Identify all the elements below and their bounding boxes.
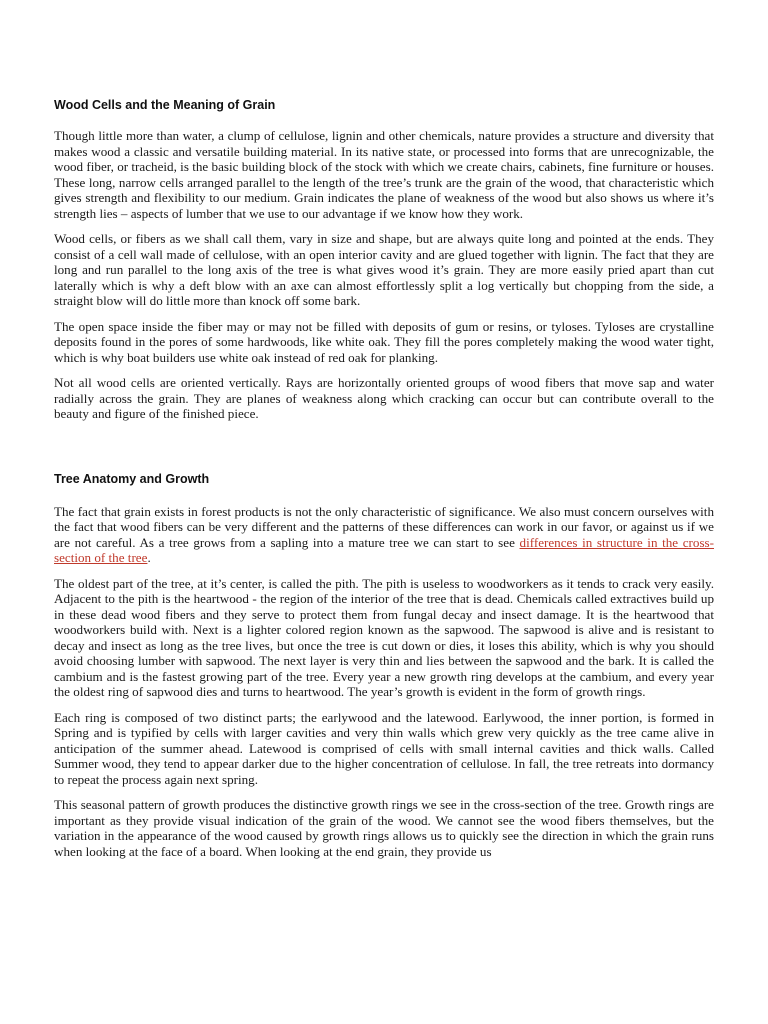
section-spacer [54, 432, 714, 472]
cross-section-link[interactable]: differences in structure in the cross-section of the tree [54, 534, 714, 565]
section-tree-anatomy [54, 472, 714, 860]
paragraph: Wood cells, or fibers as we shall call them, vary in size and shape, but are always quite long and pointed at the ends. They consist of a cell wall made of cellulose, with an open interior cavity and are glued together with lignin. The fact that they are long and run parallel to the long axis of the tree is what gives wood it’s grain. They are more easily pried apart than cut laterally which is why a deft blow with an axe can almost effortlessly split a log vertically but chopping from the side, a straight blow will do little more than knock off some bark. [54, 231, 714, 308]
paragraph: The oldest part of the tree, at it’s center, is called the pith. The pith is useless to woodworkers as it tends to crack very easily. Adjacent to the pith is the heartwood - the region of the interior of the tree that is dead. Chemicals called extractives build up in these dead wood fibers and they serve to protect them from fungal decay and insect damage. It is the heartwood that woodworkers build with. Next is a lighter colored region known as the sapwood. The sapwood is alive and is resistant to decay and insect as long as the tree lives, but once the tree is cut down or dies, it loses this ability, which is why you should avoid choosing lumber with sapwood. The next layer is very thin and lies between the sapwood and the bark. It is called the cambium and is the fastest growing part of the tree. Every year a new growth ring develops at the cambium, and every year the oldest ring of sapwood dies and turns to heartwood. The year’s growth is evident in the form of growth rings. [54, 575, 714, 699]
paragraph-text: The fact that grain exists in forest products is not the only characteristic of significance. We also must concern ourselves with the fact that wood fibers can be very different and the patterns of these differences can work in our favor, or against us if we are not careful. As a tree grows from a sapling into a mature tree we can start to see [54, 503, 714, 550]
paragraph-text: . [147, 550, 151, 565]
section-heading: Tree Anatomy and Growth [54, 471, 210, 486]
paragraph: The open space inside the fiber may or may not be filled with deposits of gum or resins, or tyloses. Tyloses are crystalline deposits found in the pores of some hardwoods, like white oak. They fill the pores completely making the wood water tight, which is why boat builders use white oak instead of red oak for planking. [54, 318, 714, 365]
paragraph: Each ring is composed of two distinct parts; the earlywood and the latewood. Earlywood, the inner portion, is formed in Spring and is typified by cells with larger cavities and very thin walls which grew very quickly as the tree came alive in anticipation of the summer ahead. Latewood is comprised of cells with small internal cavities and thick walls. Called Summer wood, they tend to appear darker due to the higher concentration of cellulose. In fall, the tree retreats into dormancy to repeat the process again next spring. [54, 709, 714, 787]
paragraph: This seasonal pattern of growth produces the distinctive growth rings we see in the cross-section of the tree. Growth rings are important as they provide visual indication of the grain of the wood. We cannot see the wood fibers themselves, but the variation in the appearance of the wood caused by growth rings allows us to quickly see the direction in which the grain runs when looking at the face of a board. When looking at the end grain, they provide us [54, 797, 714, 859]
paragraph: Though little more than water, a clump of cellulose, lignin and other chemicals, nature provides a structure and diversity that makes wood a classic and versatile building material. In its native state, or processed into forms that are unrecognizable, the wood fiber, or tracheid, is the basic building block of the stock with which we create chairs, cabinets, fine furniture or houses. These long, narrow cells arranged parallel to the length of the tree’s trunk are the grain of the wood, that characteristic which gives strength and flexibility to our medium. Grain indicates the plane of weakness of the wood but also shows us where it’s strength lies – aspects of lumber that we use to our advantage if we know how they work. [54, 128, 714, 221]
paragraph [54, 504, 714, 566]
section-heading: Wood Cells and the Meaning of Grain [54, 98, 276, 112]
paragraph: Not all wood cells are oriented vertically. Rays are horizontally oriented groups of wood fibers that move sap and water radially across the grain. They are planes of weakness along which cracking can occur but can contribute overall to the beauty and figure of the finished piece. [54, 375, 714, 421]
section-wood-cells [54, 98, 714, 422]
